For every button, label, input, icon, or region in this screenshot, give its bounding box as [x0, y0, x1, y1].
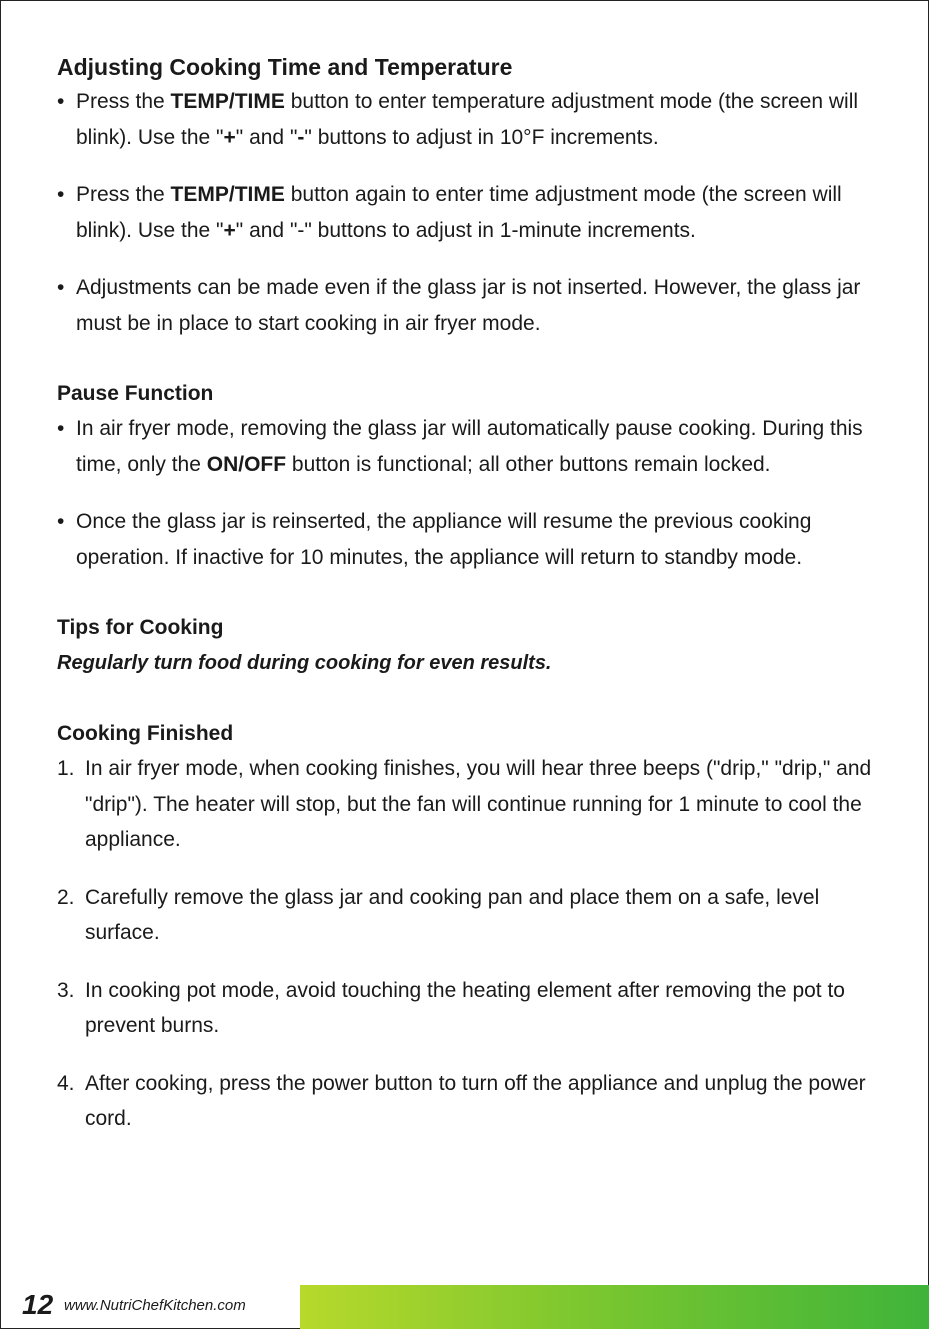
bullet-item — [57, 504, 887, 575]
bullet-text: Once the glass jar is reinserted, the appliance will resume the previous cooking operation. If inactive for 10 minutes, the appliance will return to standby mode. — [76, 510, 812, 569]
bullet-dot-icon: • — [57, 276, 65, 299]
numbered-item — [57, 973, 887, 1044]
bullet-text: button is functional; all other buttons remain locked. — [286, 452, 771, 476]
bullet-text: " and "-" buttons to adjust in 1-minute increments. — [235, 218, 696, 242]
bullet-item — [57, 84, 887, 155]
numbered-item — [57, 880, 887, 951]
section-title-pause: Pause Function — [57, 382, 214, 405]
bullet-item — [57, 270, 887, 341]
footer-accent-bar — [300, 1285, 929, 1329]
item-number: 3. — [57, 978, 75, 1002]
button-name-text: TEMP/TIME — [170, 90, 285, 113]
bullet-item — [57, 177, 887, 248]
bullet-text: Press the — [76, 183, 171, 206]
button-name-text: TEMP/TIME — [170, 183, 285, 206]
numbered-item — [57, 751, 887, 858]
bullet-text: In air fryer mode, removing the glass jar will automatically pause cooking. During this time, only the — [76, 417, 863, 476]
bullet-text: Press the — [76, 90, 171, 113]
section-title-adjusting: Adjusting Cooking Time and Temperature — [57, 54, 513, 80]
item-number: 4. — [57, 1071, 75, 1095]
item-text: After cooking, press the power button to turn off the appliance and unplug the power cord. — [85, 1071, 866, 1130]
section-title-finished: Cooking Finished — [57, 722, 234, 745]
item-text: In air fryer mode, when cooking finishes, you will hear three beeps ("drip," "drip," and "drip"). The heater will stop, but the fan will continue running for 1 minute to cool the appliance. — [85, 757, 872, 851]
section-title-tips: Tips for Cooking — [57, 616, 224, 639]
item-number: 2. — [57, 885, 75, 909]
bullet-dot-icon: • — [57, 417, 65, 440]
footer-url: www.NutriChefKitchen.com — [64, 1297, 246, 1314]
bullet-text: Adjustments can be made even if the glass jar is not inserted. However, the glass jar must be in place to start cooking in air fryer mode. — [76, 276, 861, 335]
plus-symbol: + — [223, 125, 236, 149]
item-text: Carefully remove the glass jar and cooking pan and place them on a safe, level surface. — [85, 885, 820, 944]
bullet-dot-icon: • — [57, 90, 65, 113]
minus-symbol: - — [297, 125, 305, 149]
bullet-item — [57, 411, 887, 482]
bullet-text: " buttons to adjust in 10°F increments. — [304, 125, 659, 149]
tips-text: Regularly turn food during cooking for even results. — [57, 652, 552, 674]
button-name-text: ON/OFF — [206, 452, 287, 476]
page-number: 12 — [22, 1289, 54, 1320]
numbered-item — [57, 1066, 887, 1137]
bullet-text: button to enter temperature adjustment mode (the screen will blink). Use the " — [76, 90, 859, 149]
item-text: In cooking pot mode, avoid touching the heating element after removing the pot to prevent burns. — [85, 978, 845, 1037]
bullet-text: " and " — [235, 125, 298, 149]
manual-content — [57, 50, 887, 1137]
bullet-dot-icon: • — [57, 183, 65, 206]
bullet-text: button again to enter time adjustment mode (the screen will blink). Use the " — [76, 183, 842, 242]
bullet-dot-icon: • — [57, 510, 65, 533]
item-number: 1. — [57, 757, 75, 780]
plus-symbol: + — [223, 218, 236, 242]
